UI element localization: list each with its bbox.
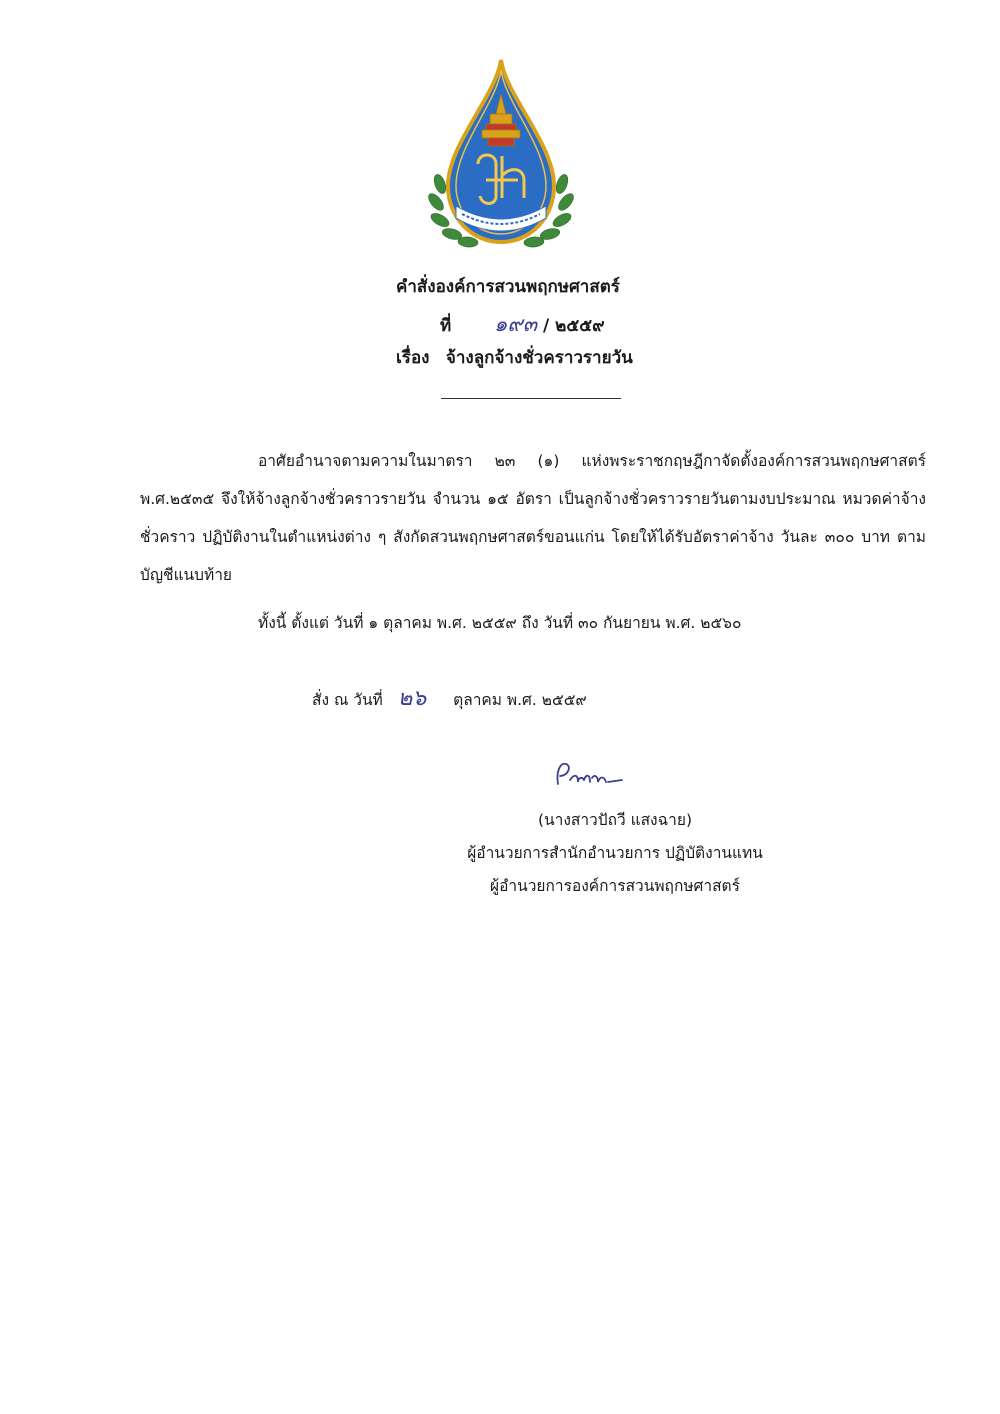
body-paragraph-period: ทั้งนี้ ตั้งแต่ วันที่ ๑ ตุลาคม พ.ศ. ๒๕๕๙ ถึง วันที่ ๓๐ กันยายน พ.ศ. ๒๕๖๐ [258,614,742,632]
organization-emblem-icon [426,56,576,252]
order-date-line [312,680,587,715]
signatory-position-1: ผู้อำนวยการสำนักอำนวยการ ปฏิบัติงานแทน [467,844,763,862]
handwritten-signature [530,752,630,802]
body-paragraph-authority: อาศัยอำนาจตามความในมาตรา ๒๓ (๑) แห่งพระราชกฤษฎีกาจัดตั้งองค์การสวนพฤกษศาสตร์ พ.ศ.๒๕๓๕ จึงให้จ้างลูกจ้างชั่วคราวรายวัน จำนวน ๑๕ อัตรา เป็นลูกจ้างชั่วคราวรายวันตามงบประมาณ หมวดค่าจ้างชั่วคราว ปฏิบัติงานในตำแหน่งต่าง ๆ สังกัดสวนพฤกษศาสตร์ขอนแก่น โดยให้ได้รับอัตราค่าจ้าง วันละ ๓๐๐ บาท ตามบัญชีแนบท้าย [140,452,926,584]
signatory-name: (นางสาวปัถวี แสงฉาย) [537,811,693,829]
order-title: คำสั่งองค์การสวนพฤกษศาสตร์ [396,277,620,297]
order-number-line [440,308,605,341]
signatory-position-2: ผู้อำนวยการองค์การสวนพฤกษศาสตร์ [490,877,740,895]
order-number-handwritten: ๑๙๓ [494,312,538,336]
order-date-prefix: สั่ง ณ วันที่ [312,691,383,709]
subject-text: จ้างลูกจ้างชั่วคราวรายวัน [445,348,633,368]
order-subject-line [396,344,633,371]
subject-label: เรื่อง [396,348,430,368]
order-date-rest: ตุลาคม พ.ศ. ๒๕๕๙ [453,691,587,709]
order-number-suffix: / ๒๕๕๙ [543,316,605,336]
heading-divider [441,398,621,399]
signature-block [380,804,850,903]
order-date-day-handwritten: ๒๖ [397,686,427,711]
order-number-label: ที่ [440,316,452,336]
